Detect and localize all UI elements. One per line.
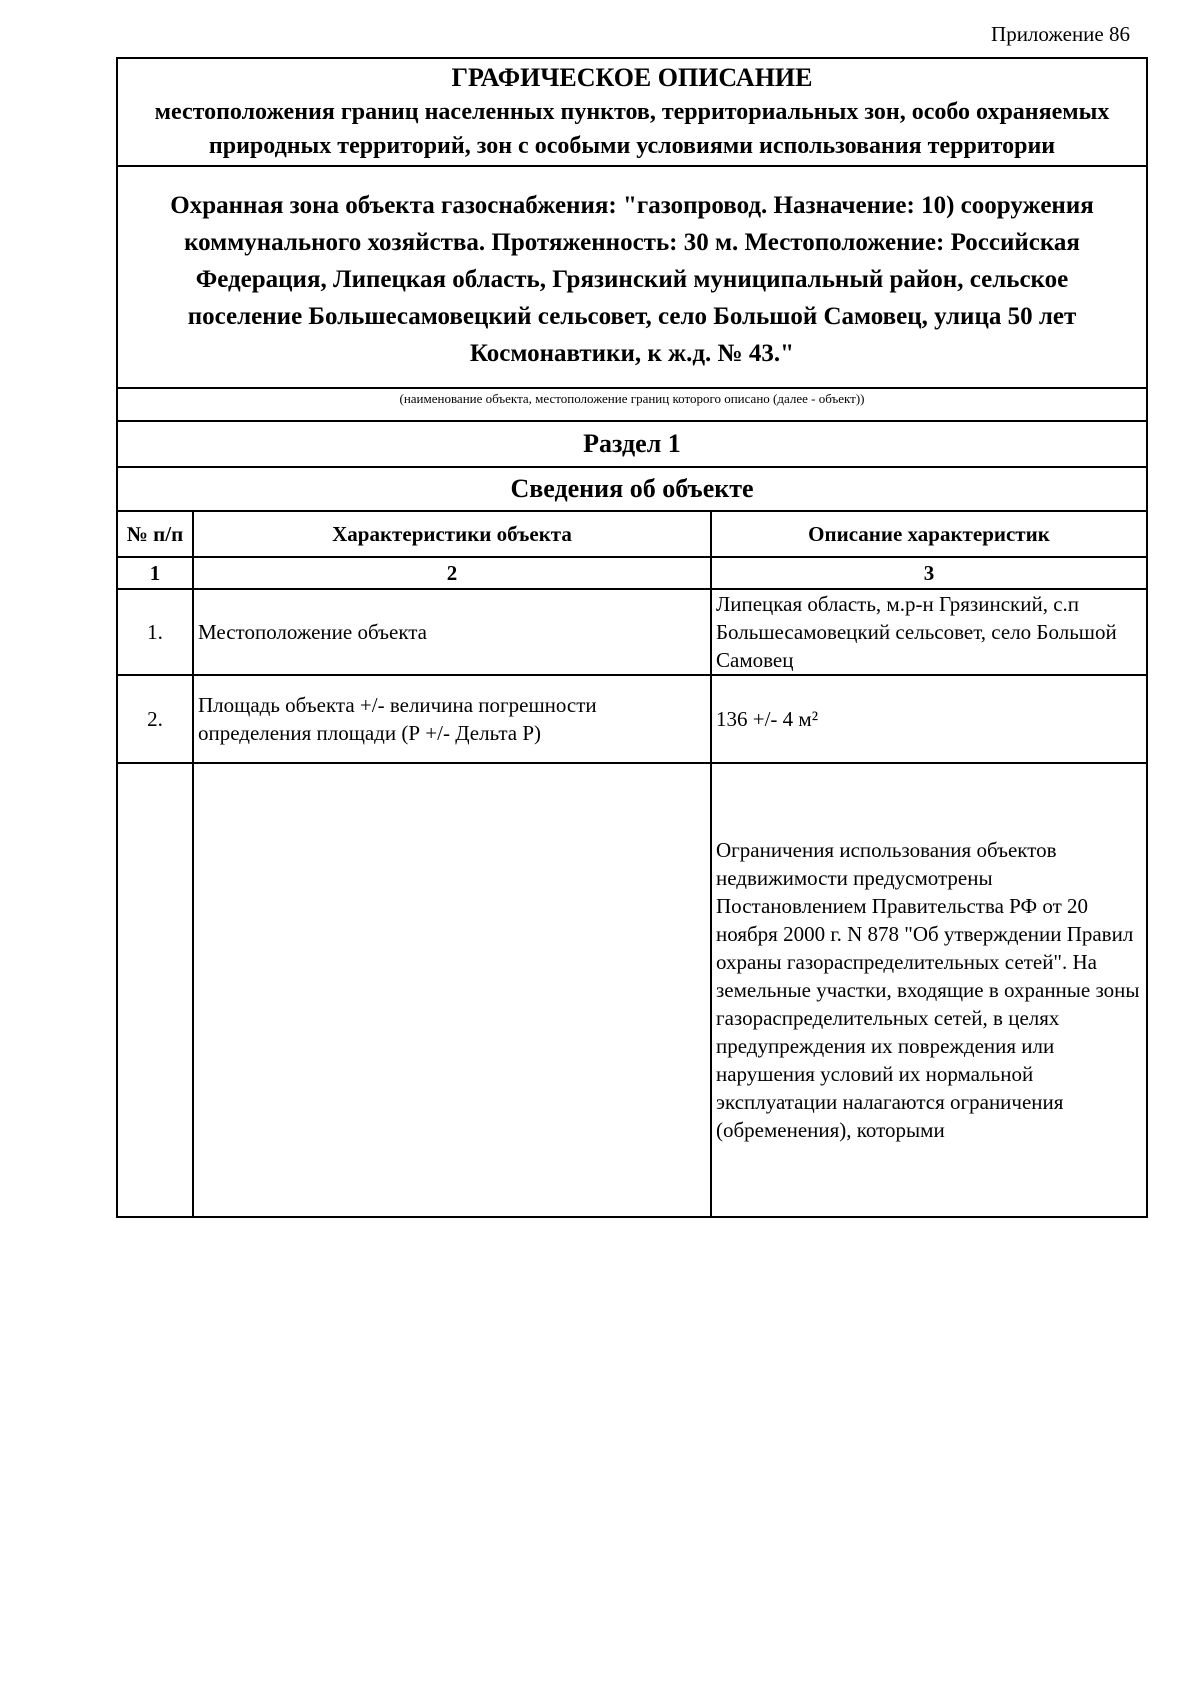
object-name: Охранная зона объекта газоснабжения: "газопровод. Назначение: 10) сооружения коммунального хозяйства. Протяженность: 30 м. Местоположение: Российская Федерация, Липецкая область, Грязинский муниципальный район, сельское поселение Большесамовецкий сельсовет, село Большой Самовец, улица 50 лет Космонавтики, к ж.д. № 43." — [118, 167, 1146, 389]
section-heading: Раздел 1 — [118, 422, 1146, 468]
object-properties-table — [118, 512, 1146, 1218]
table-header-row — [118, 512, 1146, 557]
row-number — [118, 763, 193, 1217]
document-sheet — [116, 57, 1148, 1218]
table-row — [118, 675, 1146, 763]
row-description: Липецкая область, м.р-н Грязинский, с.п Большесамовецкий сельсовет, село Большой Самовец — [711, 589, 1146, 675]
row-description: 136 +/- 4 м² — [711, 675, 1146, 763]
row-characteristic: Местоположение объекта — [193, 589, 711, 675]
column-number-row — [118, 557, 1146, 589]
object-name-caption: (наименование объекта, местоположение границ которого описано (далее - объект)) — [118, 389, 1146, 422]
header-description: Описание характеристик — [711, 512, 1146, 557]
table-row — [118, 763, 1146, 1217]
title-block — [118, 59, 1146, 167]
column-number: 3 — [711, 557, 1146, 589]
appendix-label: Приложение 86 — [991, 22, 1130, 46]
document-subtitle: местоположения границ населенных пунктов, территориальных зон, особо охраняемых природных территорий, зон с особыми условиями использования территории — [154, 99, 1110, 159]
column-number: 1 — [118, 557, 193, 589]
table-row — [118, 589, 1146, 675]
row-characteristic: Площадь объекта +/- величина погрешности определения площади (Р +/- Дельта Р) — [193, 675, 711, 763]
document-title: ГРАФИЧЕСКОЕ ОПИСАНИЕ — [451, 63, 813, 92]
column-number: 2 — [193, 557, 711, 589]
row-characteristic — [193, 763, 711, 1217]
row-number: 1. — [118, 589, 193, 675]
header-characteristic: Характеристики объекта — [193, 512, 711, 557]
row-description: Ограничения использования объектов недвижимости предусмотрены Постановлением Правительства РФ от 20 ноября 2000 г. N 878 "Об утверждении Правил охраны газораспределительных сетей". На земельные участки, входящие в охранные зоны газораспределительных сетей, в целях предупреждения их повреждения или нарушения условий их нормальной эксплуатации налагаются ограничения (обременения), которыми — [711, 763, 1146, 1217]
header-number: № п/п — [118, 512, 193, 557]
section-title: Сведения об объекте — [118, 468, 1146, 512]
row-number: 2. — [118, 675, 193, 763]
